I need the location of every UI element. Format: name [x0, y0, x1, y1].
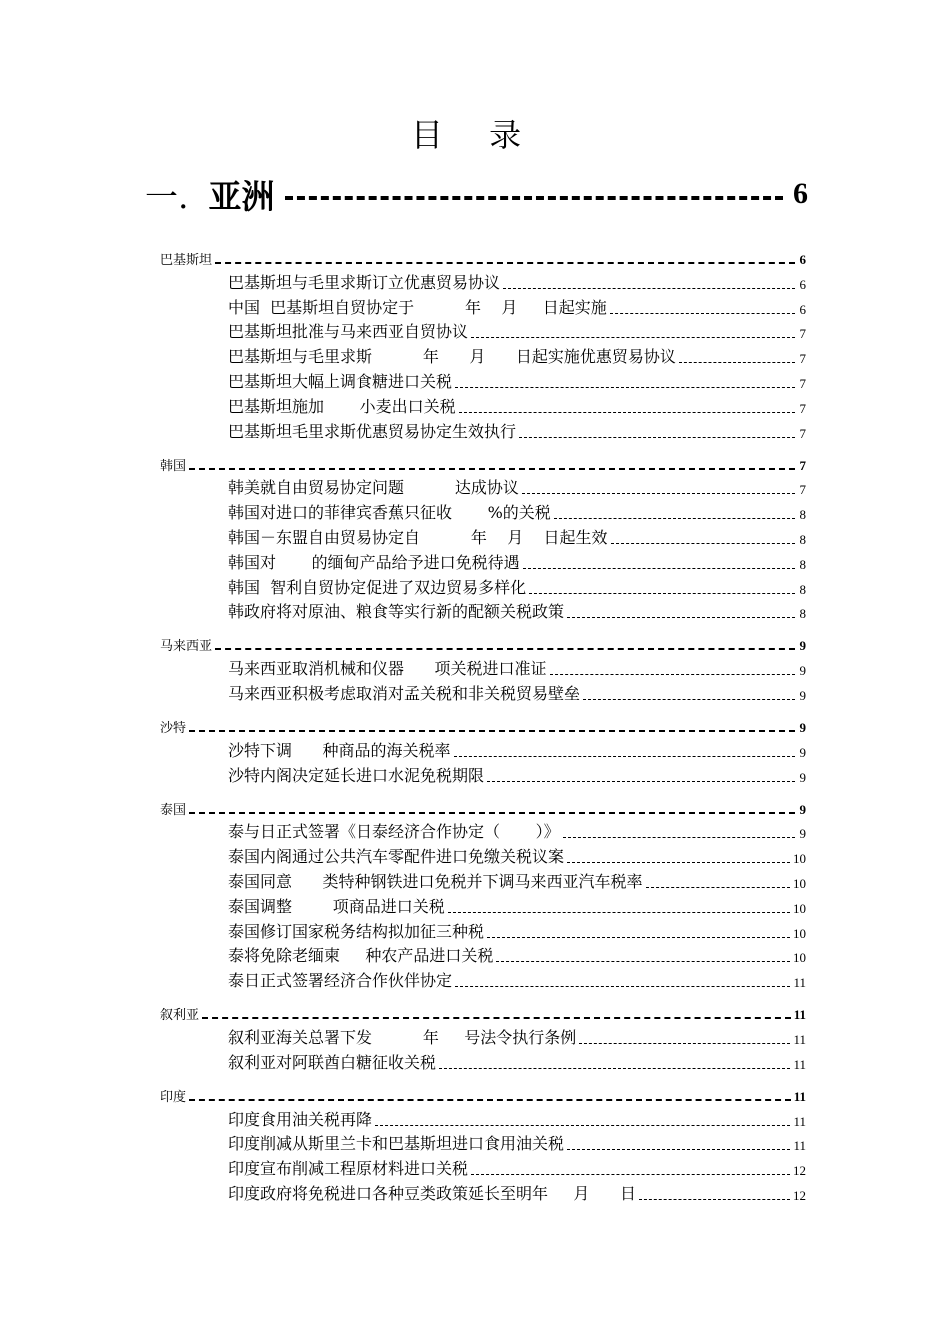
leader-dots — [529, 593, 795, 594]
country-name: 巴基斯坦 — [160, 253, 213, 268]
toc-entry[interactable] — [160, 417, 806, 442]
country-name: 沙特 — [160, 720, 187, 736]
entry-title: 叙利亚对阿联酋白糖征收关税 — [228, 1052, 437, 1072]
leader-dots — [215, 648, 795, 650]
page-number: 7 — [799, 326, 806, 342]
page-number: 8 — [799, 531, 806, 547]
toc-title: 目 录 — [410, 116, 540, 154]
page-number: 12 — [793, 1163, 806, 1179]
page-number: 11 — [793, 1138, 806, 1154]
leader-dots — [448, 912, 790, 913]
toc-section — [160, 712, 806, 786]
toc-entry[interactable] — [160, 892, 806, 917]
page-number: 11 — [793, 1007, 806, 1023]
page-number: 10 — [793, 900, 806, 916]
entry-title: 印度宣布削减工程原材料进口关税 — [228, 1159, 469, 1179]
leader-dots — [285, 196, 784, 200]
toc-entry[interactable] — [160, 367, 806, 392]
entry-title: 泰国内阁通过公共汽车零配件进口免缴关税议案 — [228, 847, 565, 867]
entry-title: 巴基斯坦与毛里求斯 年 月 日起实施优惠贸易协议 — [228, 347, 676, 367]
page-number: 10 — [793, 950, 806, 966]
entry-title: 韩国对 的缅甸产品给予进口免税待遇 — [228, 552, 520, 572]
toc-entry[interactable] — [160, 598, 806, 623]
leader-dots — [487, 937, 790, 938]
leader-dots — [554, 518, 795, 519]
toc-entry[interactable] — [160, 573, 806, 598]
toc-country-entry[interactable] — [160, 999, 806, 1023]
page-number: 6 — [799, 252, 806, 267]
leader-dots — [189, 730, 795, 732]
toc-entry[interactable] — [160, 1048, 806, 1073]
page-number: 10 — [793, 851, 806, 867]
entry-title: 泰国修订国家税务结构拟加征三种税 — [228, 921, 485, 941]
toc-entry[interactable] — [160, 654, 806, 679]
table-of-contents — [160, 244, 806, 1212]
toc-entry[interactable] — [160, 548, 806, 573]
toc-country-entry[interactable] — [160, 712, 806, 736]
toc-section — [160, 630, 806, 704]
toc-entry[interactable] — [160, 1130, 806, 1155]
toc-entry[interactable] — [160, 1105, 806, 1130]
entry-title: 巴基斯坦与毛里求斯订立优惠贸易协议 — [228, 272, 501, 292]
entry-title: 韩国对进口的菲律宾香蕉只征收 %的关税 — [228, 503, 551, 523]
toc-entry[interactable] — [160, 867, 806, 892]
page-number: 7 — [799, 351, 806, 367]
part-heading[interactable] — [145, 168, 808, 220]
entry-title: 巴基斯坦施加 小麦出口关税 — [228, 396, 456, 416]
leader-dots — [567, 1149, 790, 1150]
part-number: 一. — [145, 176, 189, 216]
toc-entry[interactable] — [160, 966, 806, 991]
country-name: 韩国 — [160, 458, 187, 474]
toc-entry[interactable] — [160, 1023, 806, 1048]
page-number: 9 — [799, 769, 806, 785]
leader-dots — [471, 337, 795, 338]
leader-dots — [579, 1043, 790, 1044]
entry-title: 韩政府将对原油、粮食等实行新的配额关税政策 — [228, 602, 565, 622]
leader-dots — [679, 362, 795, 363]
page-number: 9 — [799, 638, 806, 654]
leader-dots — [563, 837, 795, 838]
leader-dots — [523, 568, 795, 569]
leader-dots — [189, 468, 795, 470]
page-number: 11 — [793, 1031, 806, 1047]
toc-section — [160, 450, 806, 623]
toc-entry[interactable] — [160, 761, 806, 786]
page-number: 6 — [799, 301, 806, 317]
page-number: 9 — [799, 663, 806, 679]
entry-title: 沙特下调 种商品的海关税率 — [228, 740, 451, 760]
page-number: 7 — [799, 425, 806, 441]
toc-section — [160, 794, 806, 992]
toc-entry[interactable] — [160, 392, 806, 417]
toc-entry[interactable] — [160, 474, 806, 499]
toc-section — [160, 999, 806, 1073]
leader-dots — [215, 262, 795, 264]
entry-title: 印度食用油关税再降 — [228, 1109, 373, 1129]
page-number: 9 — [799, 719, 806, 735]
page-number: 8 — [799, 556, 806, 572]
leader-dots — [459, 412, 795, 413]
toc-section — [160, 1081, 806, 1204]
page-number: 9 — [799, 826, 806, 842]
toc-country-entry[interactable] — [160, 1081, 806, 1105]
toc-section — [160, 244, 806, 442]
leader-dots — [455, 986, 790, 987]
entry-title: 巴基斯坦大幅上调食糖进口关税 — [228, 371, 453, 391]
country-name: 泰国 — [160, 802, 187, 818]
leader-dots — [519, 437, 795, 438]
entry-title: 韩国 智利自贸协定促进了双边贸易多样化 — [228, 577, 527, 597]
toc-entry[interactable] — [160, 679, 806, 704]
leader-dots — [583, 699, 795, 700]
page-number: 7 — [799, 375, 806, 391]
entry-title: 泰将免除老缅柬 种农产品进口关税 — [228, 946, 494, 966]
page-number: 11 — [793, 1056, 806, 1072]
toc-country-entry[interactable] — [160, 244, 806, 268]
page-number: 10 — [793, 875, 806, 891]
entry-title: 巴基斯坦毛里求斯优惠贸易协定生效执行 — [228, 421, 517, 441]
page-number: 7 — [799, 457, 806, 473]
leader-dots — [522, 493, 795, 494]
leader-dots — [611, 543, 795, 544]
page-number: 9 — [799, 744, 806, 760]
toc-entry[interactable] — [160, 342, 806, 367]
toc-entry[interactable] — [160, 818, 806, 843]
leader-dots — [202, 1017, 791, 1019]
page-number: 7 — [799, 400, 806, 416]
leader-dots — [454, 756, 795, 757]
page-number: 12 — [793, 1187, 806, 1203]
entry-title: 韩美就自由贸易协定问题 达成协议 — [228, 478, 519, 498]
leader-dots — [439, 1068, 790, 1069]
leader-dots — [189, 1099, 791, 1101]
page-number: 8 — [799, 581, 806, 597]
page-number: 8 — [799, 507, 806, 523]
leader-dots — [487, 781, 795, 782]
leader-dots — [503, 288, 795, 289]
toc-entry[interactable] — [160, 1179, 806, 1204]
leader-dots — [567, 617, 795, 618]
entry-title: 印度削减从斯里兰卡和巴基斯坦进口食用油关税 — [228, 1134, 565, 1154]
entry-title: 泰国调整 项商品进口关税 — [228, 896, 445, 916]
entry-title: 泰日正式签署经济合作伙伴协定 — [228, 971, 453, 991]
page-number: 9 — [799, 687, 806, 703]
country-name: 马来西亚 — [160, 639, 213, 655]
page-number: 10 — [793, 925, 806, 941]
toc-entry[interactable] — [160, 1154, 806, 1179]
page-number: 6 — [799, 276, 806, 292]
toc-entry[interactable] — [160, 917, 806, 942]
leader-dots — [471, 1174, 790, 1175]
leader-dots — [455, 387, 795, 388]
entry-title: 泰与日正式签署《日泰经济合作协定（ ）》 — [228, 822, 560, 842]
toc-entry[interactable] — [160, 523, 806, 548]
entry-title: 中国 巴基斯坦自贸协定于 年 月 日起实施 — [228, 297, 607, 317]
page-number: 9 — [799, 801, 806, 817]
leader-dots — [496, 961, 790, 962]
leader-dots — [610, 313, 795, 314]
toc-entry[interactable] — [160, 842, 806, 867]
leader-dots — [639, 1199, 790, 1200]
toc-entry[interactable] — [160, 942, 806, 967]
leader-dots — [375, 1125, 790, 1126]
part-page-number: 6 — [793, 177, 808, 210]
entry-title: 印度政府将免税进口各种豆类政策延长至明年 月 日 — [228, 1183, 636, 1203]
toc-entry[interactable] — [160, 293, 806, 318]
entry-title: 马来西亚取消机械和仪器 项关税进口准证 — [228, 659, 547, 679]
leader-dots — [567, 862, 790, 863]
toc-country-entry[interactable] — [160, 630, 806, 654]
page-number: 8 — [799, 606, 806, 622]
page-number: 11 — [793, 975, 806, 991]
leader-dots — [646, 887, 790, 888]
toc-country-entry[interactable] — [160, 794, 806, 818]
entry-title: 沙特内阁决定延长进口水泥免税期限 — [228, 765, 485, 785]
country-name: 印度 — [160, 1089, 187, 1105]
entry-title: 马来西亚积极考虑取消对孟关税和非关税贸易壁垒 — [228, 683, 581, 703]
entry-title: 泰国同意 类特种钢铁进口免税并下调马来西亚汽车税率 — [228, 871, 643, 891]
toc-entry[interactable] — [160, 736, 806, 761]
entry-title: 韩国－东盟自由贸易协定自 年 月 日起生效 — [228, 527, 608, 547]
part-title: 亚洲 — [208, 176, 275, 216]
toc-entry[interactable] — [160, 268, 806, 293]
entry-title: 巴基斯坦批准与马来西亚自贸协议 — [228, 322, 469, 342]
country-name: 叙利亚 — [160, 1008, 200, 1024]
page-number: 11 — [793, 1088, 806, 1104]
leader-dots — [550, 674, 795, 675]
toc-entry[interactable] — [160, 498, 806, 523]
page-number: 7 — [799, 482, 806, 498]
leader-dots — [189, 812, 795, 814]
entry-title: 叙利亚海关总署下发 年 号法令执行条例 — [228, 1027, 577, 1047]
toc-entry[interactable] — [160, 318, 806, 343]
toc-country-entry[interactable] — [160, 450, 806, 474]
page-number: 11 — [793, 1113, 806, 1129]
